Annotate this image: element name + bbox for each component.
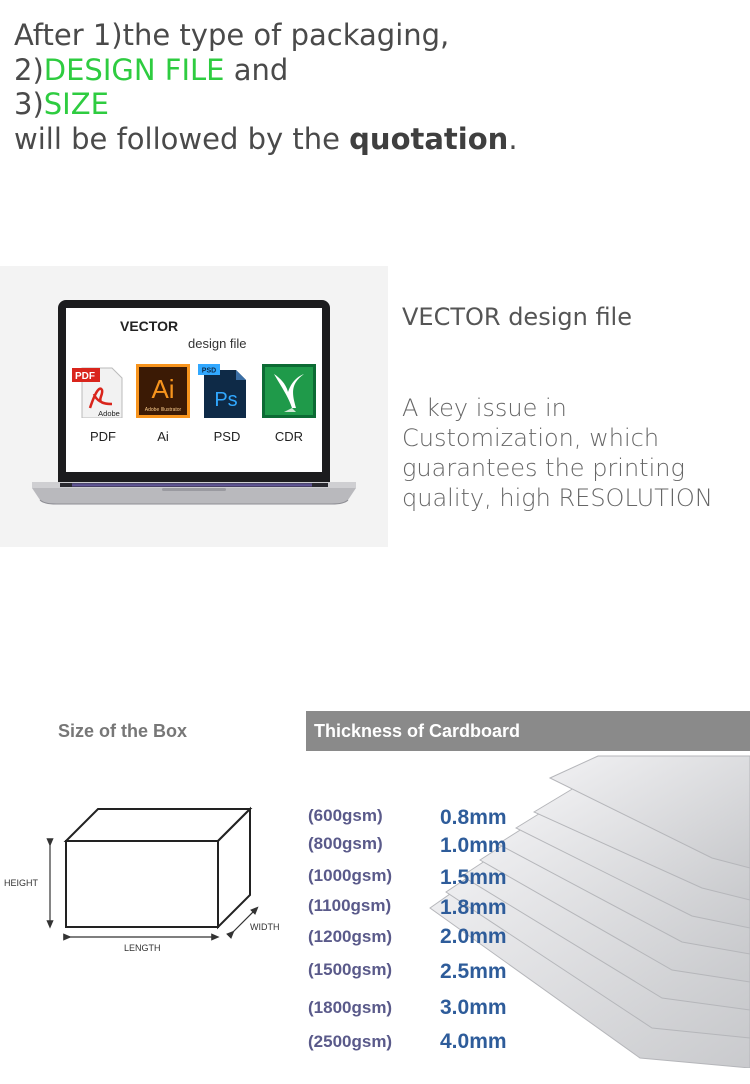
ai-badge-text: Ai [151, 374, 175, 404]
design-file-highlight: DESIGN FILE [43, 52, 225, 87]
gsm-label: (2500gsm) [308, 1032, 393, 1051]
intro-line-2-suffix: and [224, 52, 289, 87]
gsm-label: (800gsm) [308, 834, 383, 853]
file-label-ai: Ai [157, 429, 169, 444]
intro-line-2-prefix: 2) [14, 52, 44, 87]
pdf-caption: Adobe [98, 409, 120, 418]
mm-label: 2.0mm [440, 925, 507, 948]
mm-label: 0.8mm [440, 806, 507, 829]
intro-line-4-suffix: . [508, 121, 518, 156]
box-diagram [0, 795, 300, 965]
thickness-title: Thickness of Cardboard [314, 721, 521, 741]
vector-description: A key issue in Customization, which guarantees the printing quality, high RESOLUTION [402, 394, 713, 512]
ps-badge-text: Ps [214, 389, 238, 411]
file-label-pdf: PDF [90, 429, 116, 444]
height-label: HEIGHT [4, 878, 39, 888]
intro-line-4 [14, 122, 734, 157]
gsm-label: (1000gsm) [308, 866, 393, 885]
pdf-badge-text: PDF [75, 371, 95, 382]
mm-label: 3.0mm [440, 996, 507, 1019]
intro-line-2 [14, 53, 734, 88]
mm-label: 1.5mm [440, 866, 507, 889]
gsm-label: (1500gsm) [308, 960, 393, 979]
intro-line-3 [14, 87, 734, 122]
gsm-label: (1100gsm) [308, 896, 392, 915]
illustrator-icon [136, 364, 190, 418]
coreldraw-icon [262, 364, 316, 418]
mm-label: 4.0mm [440, 1030, 507, 1053]
intro-text [14, 18, 734, 156]
screen-title: VECTOR [120, 318, 179, 334]
file-label-psd: PSD [213, 429, 241, 444]
size-title: Size of the Box [58, 721, 188, 741]
psd-badge-text: PSD [201, 367, 217, 375]
gsm-label: (600gsm) [308, 806, 383, 825]
laptop-base [32, 482, 356, 510]
gsm-label: (1800gsm) [308, 998, 393, 1017]
intro-line-1: After 1)the type of packaging, [14, 18, 450, 52]
intro-line-4-prefix: will be followed by the [14, 121, 350, 156]
mm-label: 2.5mm [440, 960, 507, 983]
vector-heading: VECTOR design file [402, 303, 632, 331]
mm-label: 1.8mm [440, 896, 507, 919]
pdf-icon [72, 364, 126, 418]
file-label-cdr: CDR [274, 429, 304, 444]
quotation-highlight: quotation [349, 121, 509, 156]
width-label: WIDTH [250, 922, 280, 932]
length-label: LENGTH [124, 943, 161, 953]
laptop-illustration [0, 266, 388, 547]
ai-caption: Adobe Illustrator [144, 407, 182, 413]
intro-line-3-prefix: 3) [14, 87, 44, 121]
photoshop-icon [198, 364, 252, 418]
mm-label: 1.0mm [440, 834, 507, 857]
size-highlight: SIZE [43, 87, 109, 121]
gsm-label: (1200gsm) [308, 927, 393, 946]
screen-subtitle: design file [188, 336, 247, 351]
